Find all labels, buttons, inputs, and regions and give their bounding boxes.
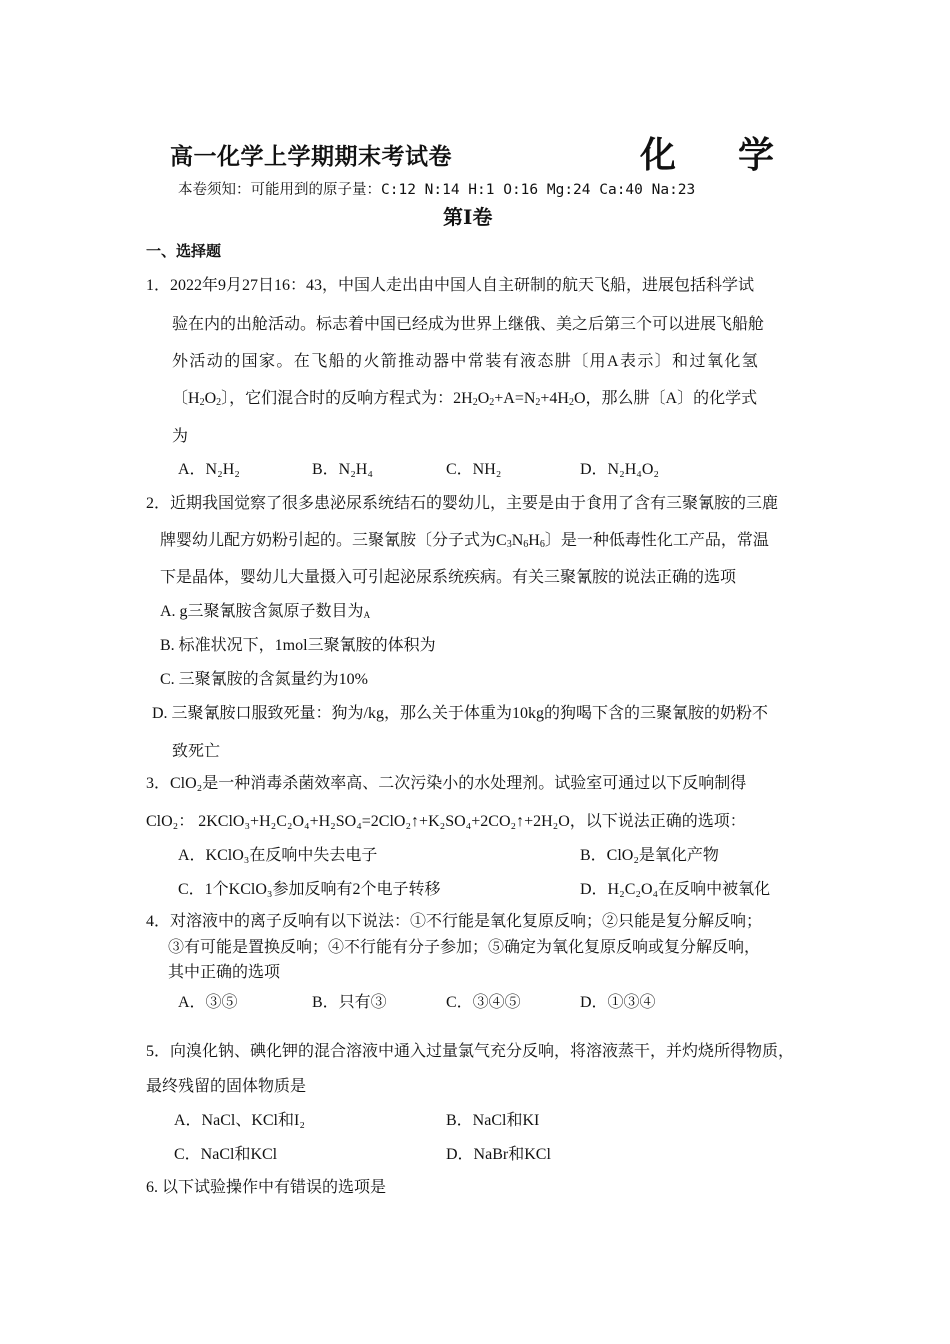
q3-option-c: C．1个KClO₃参加反响有2个电子转移: [178, 881, 441, 898]
q2-line2: 牌婴幼儿配方奶粉引起的。三聚氰胺〔分子式为$C_3N_6H_6$〕是一种低毒性化工产品，常温: [160, 532, 769, 550]
q3-line2: ClO₂： 2KClO₃+H₂C₂O₄+H₂SO₄=2ClO₂↑+K₂SO₄+2CO₂↑+2H₂O，以下说法正确的选项：: [146, 813, 746, 830]
q3-option-a: A．KClO₃在反响中失去电子: [178, 847, 378, 864]
q5-option-d: D．NaBr和KCl: [446, 1146, 551, 1163]
q3-option-d: D．H₂C₂O₄在反响中被氧化: [580, 881, 771, 898]
volume-heading: 第Ⅰ卷: [443, 207, 493, 229]
q2-option-a-text: A. g三聚氰胺含氮原子数目为: [160, 603, 364, 620]
q5-option-c: C．NaCl和KCl: [174, 1146, 278, 1163]
q2-option-b: B. 标准状况下，1mol三聚氰胺的体积为: [160, 637, 436, 654]
q1-option-b: B．N₂H₄: [312, 461, 373, 478]
q2-option-c: C. 三聚氰胺的含氮量约为10%: [160, 671, 369, 688]
q4-option-c: C．③④⑤: [446, 994, 521, 1011]
q1-line4: 〔$H_2O_2$〕，它们混合时的反响方程式为：$2H_2O_2+A=N_2+4H_2O$，那么肼〔A〕的化学式: [172, 390, 758, 408]
q2-option-d-line2: 致死亡: [172, 743, 221, 760]
q4-option-d: D．①③④: [580, 994, 656, 1011]
exam-title: 高一化学上学期期末考试卷: [170, 143, 452, 170]
q4-line3: 其中正确的选项: [168, 964, 281, 981]
q2-line3: 下是晶体，婴幼儿大量摄入可引起泌尿系统疾病。有关三聚氰胺的说法正确的选项: [160, 569, 737, 586]
subject-title: 化学: [640, 134, 837, 176]
q2-option-a: [160, 598, 370, 621]
q1-option-c: C．NH₂: [446, 461, 502, 478]
q1-line1: 1．2022年9月27日16：43，中国人走出由中国人自主研制的航天飞船，进展包括科学试: [146, 277, 755, 294]
q5-option-a: A．NaCl、KCl和I₂: [174, 1112, 305, 1129]
q3-line1: 3．ClO₂是一种消毒杀菌效率高、二次污染小的水处理剂。试验室可通过以下反响制得: [146, 775, 747, 792]
q2-option-d-line1: D. 三聚氰胺口服致死量：狗为/kg，那么关于体重为10kg的狗喝下含的三聚氰胺的奶粉不: [152, 705, 769, 722]
q5-line2: 最终残留的固体物质是: [146, 1078, 307, 1095]
exam-notice: 本卷须知：可能用到的原子量：C:12 N:14 H:1 O:16 Mg:24 Ca:40 Na:23: [178, 182, 696, 198]
section-heading: 一、选择题: [146, 242, 222, 260]
q4-option-b: B．只有③: [312, 994, 387, 1011]
q3-option-b: B．ClO₂是氧化产物: [580, 847, 719, 864]
q5-line1: 5．向溴化钠、碘化钾的混合溶液中通入过量氯气充分反响，将溶液蒸干，并灼烧所得物质，: [146, 1043, 795, 1060]
q5-option-b: B．NaCl和KI: [446, 1112, 540, 1129]
q1-line2: 验在内的出舱活动。标志着中国已经成为世界上继俄、美之后第三个可以进展飞船舱: [172, 316, 765, 333]
q1-option-d: D．N₂H₄O₂: [580, 461, 659, 478]
q1-line3: 外活动的国家。在飞船的火箭推动器中常装有液态肼〔用A表示〕和过氧化氢: [172, 353, 760, 370]
q6-line1: 6. 以下试验操作中有错误的选项是: [146, 1179, 387, 1196]
q1-line5: 为: [172, 428, 189, 445]
q2-option-a-sub: A: [363, 610, 371, 620]
q2-line1: 2．近期我国觉察了很多患泌尿系统结石的婴幼儿，主要是由于食用了含有三聚氰胺的三鹿: [146, 495, 779, 512]
q1-option-a: A．N₂H₂: [178, 461, 240, 478]
q4-line1: 4．对溶液中的离子反响有以下说法：①不行能是氧化复原反响；②只能是复分解反响；: [146, 913, 763, 930]
q4-option-a: A．③⑤: [178, 994, 238, 1011]
q4-line2: ③有可能是置换反响；④不行能有分子参加；⑤确定为氧化复原反响或复分解反响，: [168, 939, 761, 956]
